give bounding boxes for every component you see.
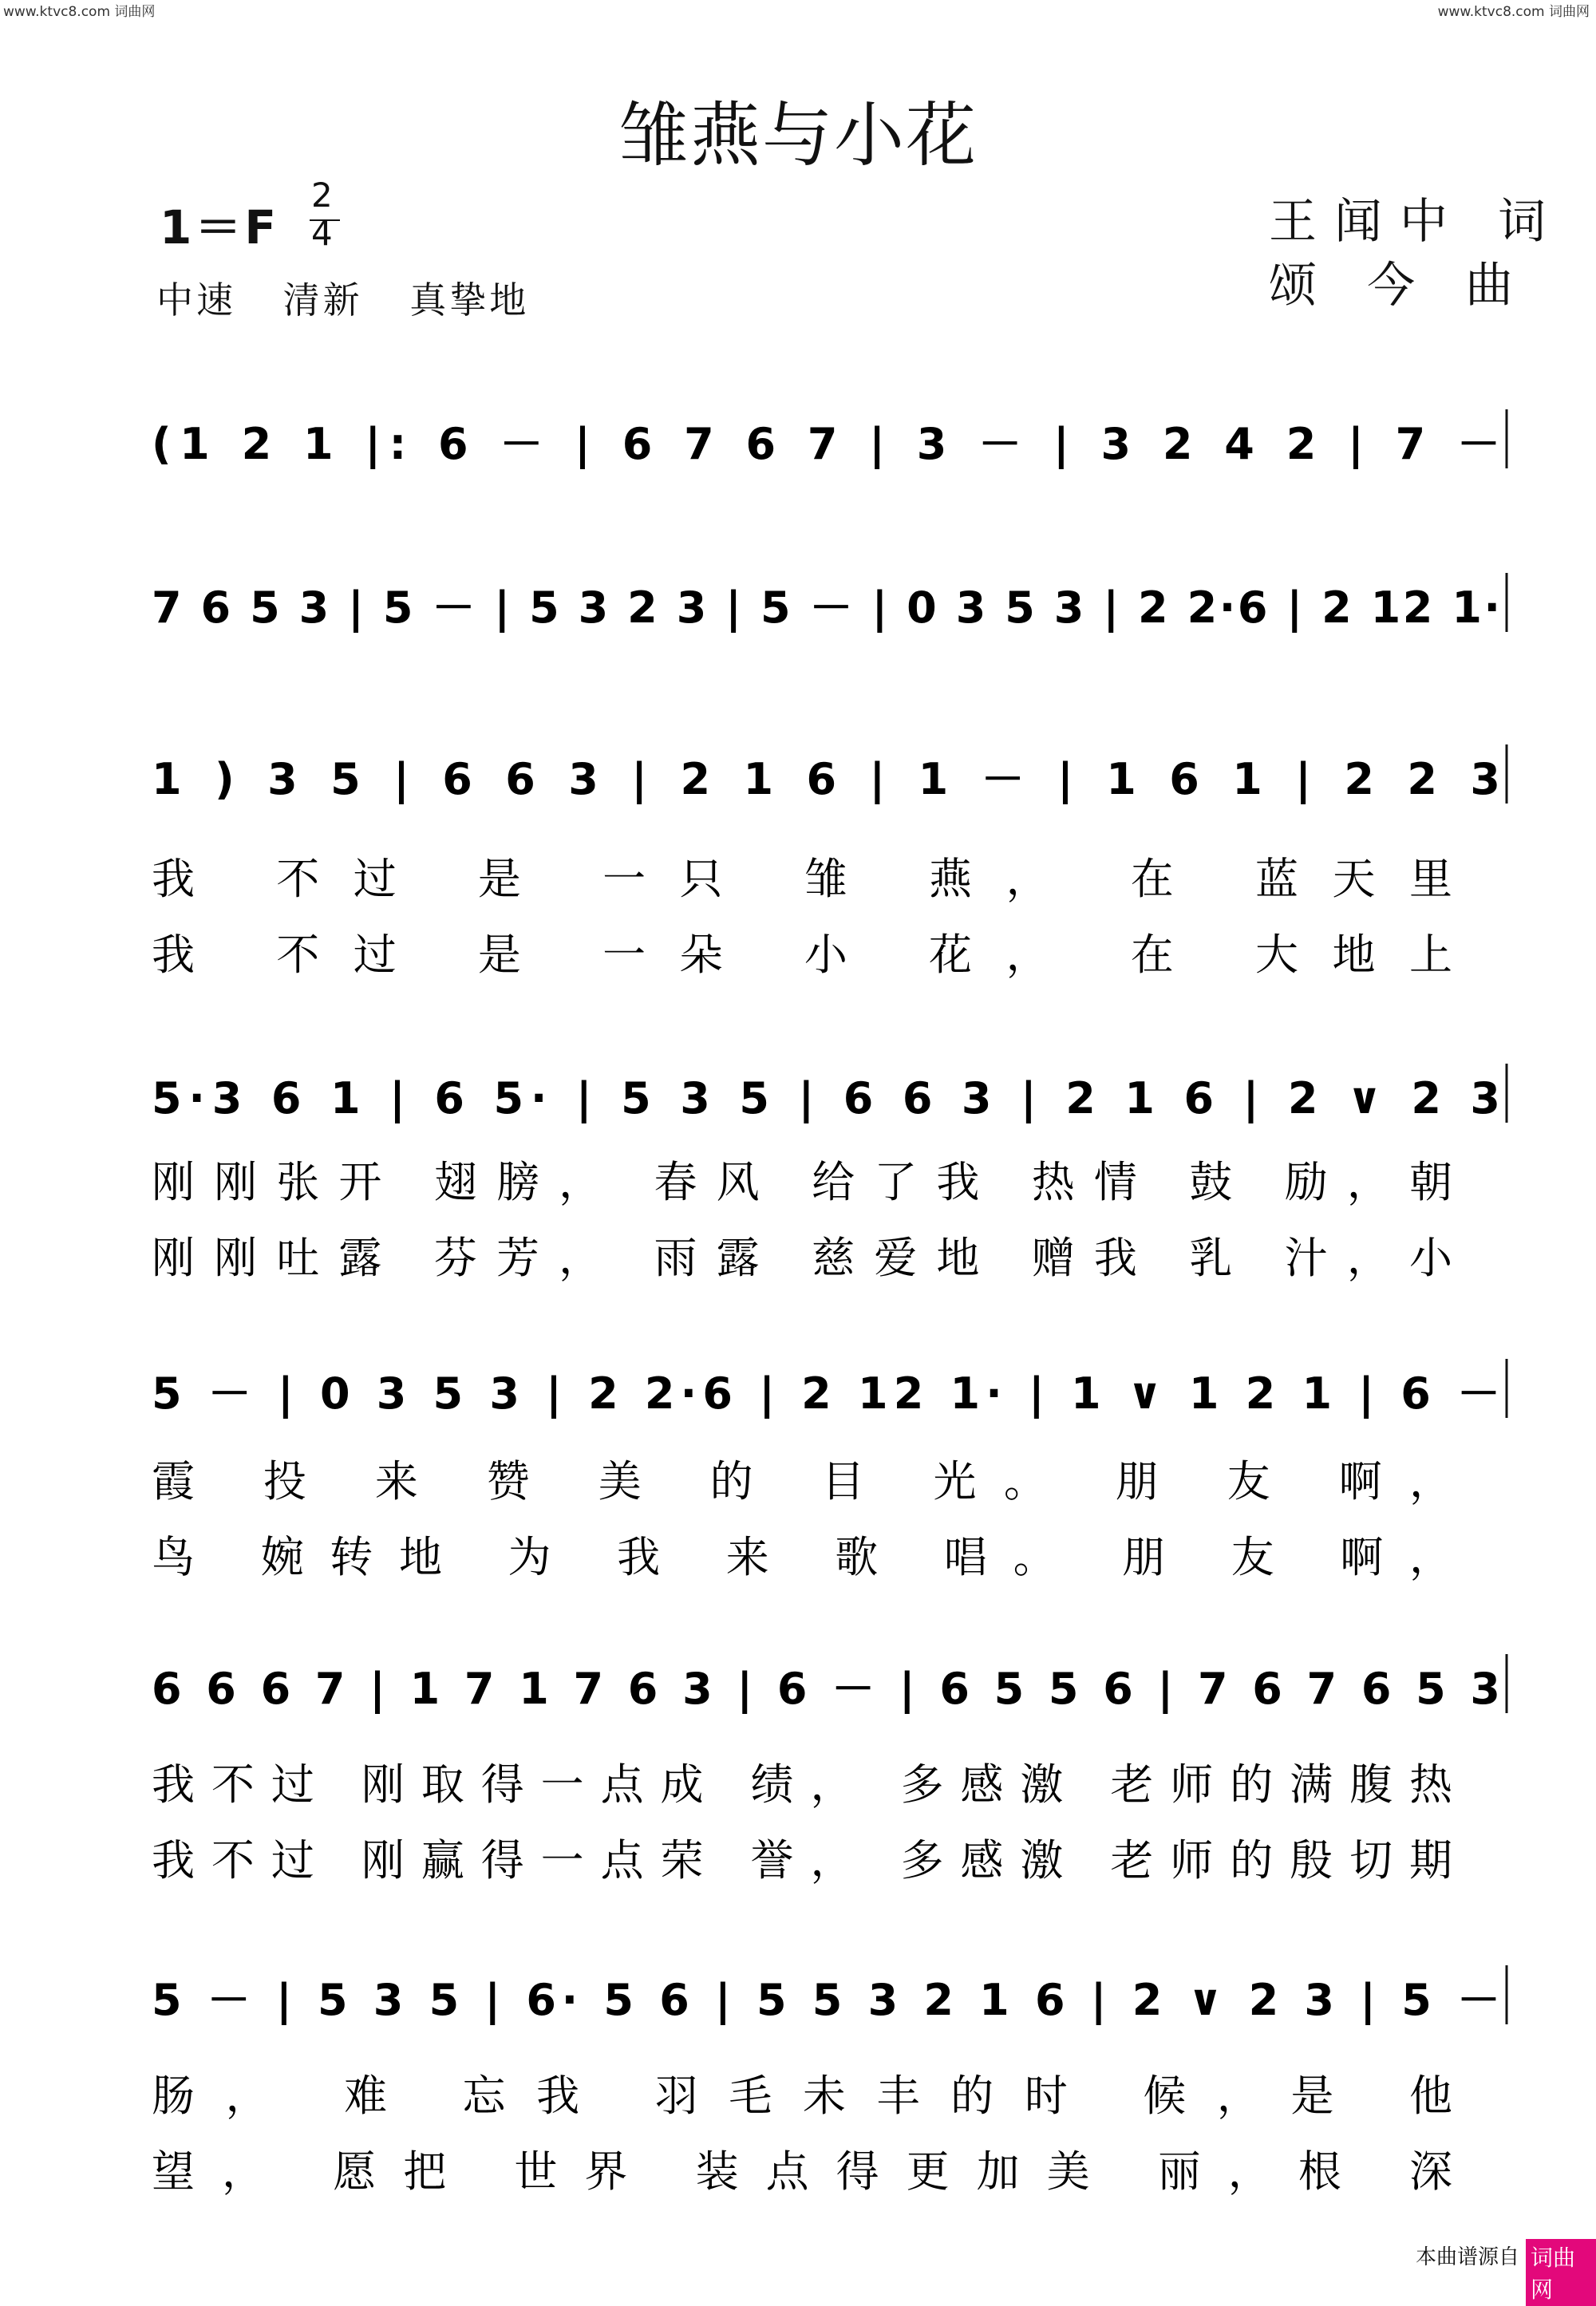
score-system-1: [152, 409, 1507, 469]
score-systems: [152, 409, 1507, 2197]
lyric-line: 我不过 刚取得一点成 绩， 多感激 老师的满腹热: [152, 1759, 1452, 1810]
lyric-line: 鸟 婉转地 为 我 来 歌 唱。 朋 友 啊，: [152, 1532, 1452, 1582]
lyric-line: 刚刚张开 翅膀， 春风 给了我 热情 鼓 励，朝: [152, 1157, 1453, 1207]
lyric-line: 我 不过 是 一只 雏 燕， 在 蓝天里: [152, 854, 1452, 904]
time-signature-bottom: 4: [311, 214, 333, 253]
composer-credit: 颂 今 曲: [1269, 258, 1531, 314]
score-system-5: [152, 1359, 1507, 1582]
footer-site-badge: 词曲网: [1526, 2239, 1596, 2306]
score-system-6: [152, 1654, 1507, 1885]
lyric-line: 望， 愿把 世界 装点得更加美 丽，根 深: [152, 2146, 1452, 2197]
lyric-line: 我不过 刚赢得一点荣 誉， 多感激 老师的殷切期: [152, 1835, 1452, 1885]
notation-line: 5 － | 0 3 5 3 | 2 2·6 | 2 12 1· | 1 ∨ 1 2 1 | 6 －: [152, 1368, 1500, 1419]
lyric-line: 刚刚吐露 芬芳， 雨露 慈爱地 赠我 乳 汁，小: [152, 1233, 1453, 1283]
score-system-2: [152, 573, 1507, 633]
footer-source-text: 本曲谱源自: [1416, 2245, 1520, 2269]
key-signature: 1＝F: [160, 200, 279, 255]
notation-line: 5·3 6 1 | 6 5· | 5 3 5 | 6 6 3 | 2 1 6 | 2 ∨ 2 3: [152, 1073, 1501, 1123]
watermark-left: www.ktvc8.com 词曲网: [3, 4, 156, 20]
watermark-right: www.ktvc8.com 词曲网: [1437, 4, 1590, 20]
notation-line: 1 ) 3 5 | 6 6 3 | 2 1 6 | 1 － | 1 6 1 | 2 2 3: [152, 754, 1500, 804]
notation-line: 5 － | 5 3 5 | 6· 5 6 | 5 5 3 2 1 6 | 2 ∨ 2 3 | 5 －: [152, 1975, 1500, 2025]
lyricist-credit: 王闻中 词: [1269, 194, 1564, 250]
song-title: 雏燕与小花: [618, 94, 978, 176]
score-system-3: [152, 744, 1507, 980]
score-system-7: [152, 1965, 1507, 2197]
time-signature-top: 2: [311, 176, 333, 215]
notation-line: 7 6 5 3 | 5 － | 5 3 2 3 | 5 － | 0 3 5 3 | 2 2·6 | 2 12 1·: [152, 582, 1500, 633]
score-system-4: [152, 1064, 1507, 1283]
lyric-line: 霞 投 来 赞 美 的 目 光。 朋 友 啊，: [152, 1456, 1452, 1506]
lyric-line: 我 不过 是 一朵 小 花， 在 大地上: [152, 930, 1452, 980]
notation-line: (1 2 1 |: 6 － | 6 7 6 7 | 3 － | 3 2 4 2 | 7 －: [152, 419, 1501, 469]
lyric-line: 肠， 难 忘我 羽毛未丰的时 候，是 他: [152, 2071, 1452, 2121]
notation-line: 6 6 6 7 | 1 7 1 7 6 3 | 6 － | 6 5 5 6 | 7 6 7 6 5 3: [152, 1664, 1501, 1714]
tempo-marking: 中速 清新 真挚地: [156, 278, 530, 322]
